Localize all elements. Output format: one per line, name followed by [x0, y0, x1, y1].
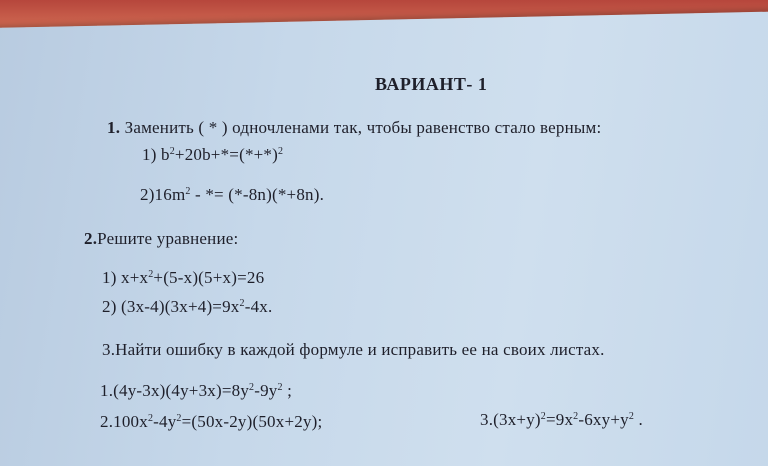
task-1-item-1-exp-2: 2	[278, 146, 284, 157]
task-2-eq-2-exp: 2	[239, 298, 245, 309]
task-1-item-2-prefix: 2)16m	[140, 185, 186, 204]
task-2-eq-1-exp: 2	[148, 269, 154, 280]
task-1-item-2-exp: 2	[185, 186, 191, 197]
task-3-heading: 3.Найти ошибку в каждой формуле и исправить ее на своих листах.	[102, 340, 605, 359]
task-1-item-1	[142, 145, 283, 165]
task-2-eq-2-prefix: 2) (3x-4)(3x+4)=9x	[102, 297, 240, 316]
page-title: ВАРИАНТ- 1	[375, 74, 488, 94]
task-3-f3-mid: =9x	[545, 410, 574, 429]
task-3-f3-exp-3: 2	[628, 411, 635, 422]
task-3-f3-end: .	[634, 410, 643, 429]
task-3-f3-exp-1: 2	[540, 411, 546, 422]
task-2-eq-1-rest: +(5-x)(5+x)=26	[153, 268, 265, 287]
task-3-f1-mid: -9y	[254, 381, 278, 400]
task-3-f2-end: =(50x-2y)(50x+2y);	[181, 412, 323, 431]
task-3-formula-1	[100, 381, 292, 401]
task-3-f2-exp-1: 2	[147, 413, 154, 424]
task-1-item-2	[140, 185, 324, 205]
task-3-formula-2	[100, 412, 322, 432]
task-1-heading	[107, 118, 601, 138]
task-2-equation-1	[102, 268, 264, 288]
task-1-number: 1.	[107, 118, 121, 137]
task-3-f3-exp-2: 2	[573, 411, 579, 422]
task-3-formula-3	[480, 410, 643, 430]
task-1-text: Заменить ( * ) одночленами так, чтобы равенство стало верным:	[124, 118, 602, 137]
task-2-text: Решите уравнение:	[97, 229, 239, 248]
task-1-item-1-prefix: 1) b	[142, 145, 170, 164]
task-3-f1-exp-2: 2	[277, 382, 283, 393]
task-3-f2-mid: -4y	[153, 412, 177, 431]
task-1-item-1-exp-1: 2	[169, 146, 175, 157]
task-3-f3-prefix: 3.(3x+y)	[480, 410, 541, 429]
task-3-f1-exp-1: 2	[249, 382, 255, 393]
task-2-equation-2	[102, 297, 272, 317]
task-1-item-2-rest: - *= (*-8n)(*+8n).	[190, 185, 325, 204]
task-3-f1-prefix: 1.(4y-3x)(4y+3x)=8y	[100, 381, 250, 400]
task-2-eq-2-rest: -4x.	[244, 297, 273, 316]
task-1-item-1-mid: +20b+*=(*+*)	[174, 145, 278, 164]
task-3-f3-mid2: -6xy+y	[578, 410, 629, 429]
task-2-heading	[84, 229, 238, 249]
task-2-eq-1-prefix: 1) x+x	[102, 268, 149, 287]
task-3-f2-exp-2: 2	[176, 413, 182, 424]
task-3-f2-prefix: 2.100x	[100, 412, 148, 431]
task-2-number: 2.	[84, 229, 98, 248]
task-3-f1-end: ;	[282, 381, 293, 400]
